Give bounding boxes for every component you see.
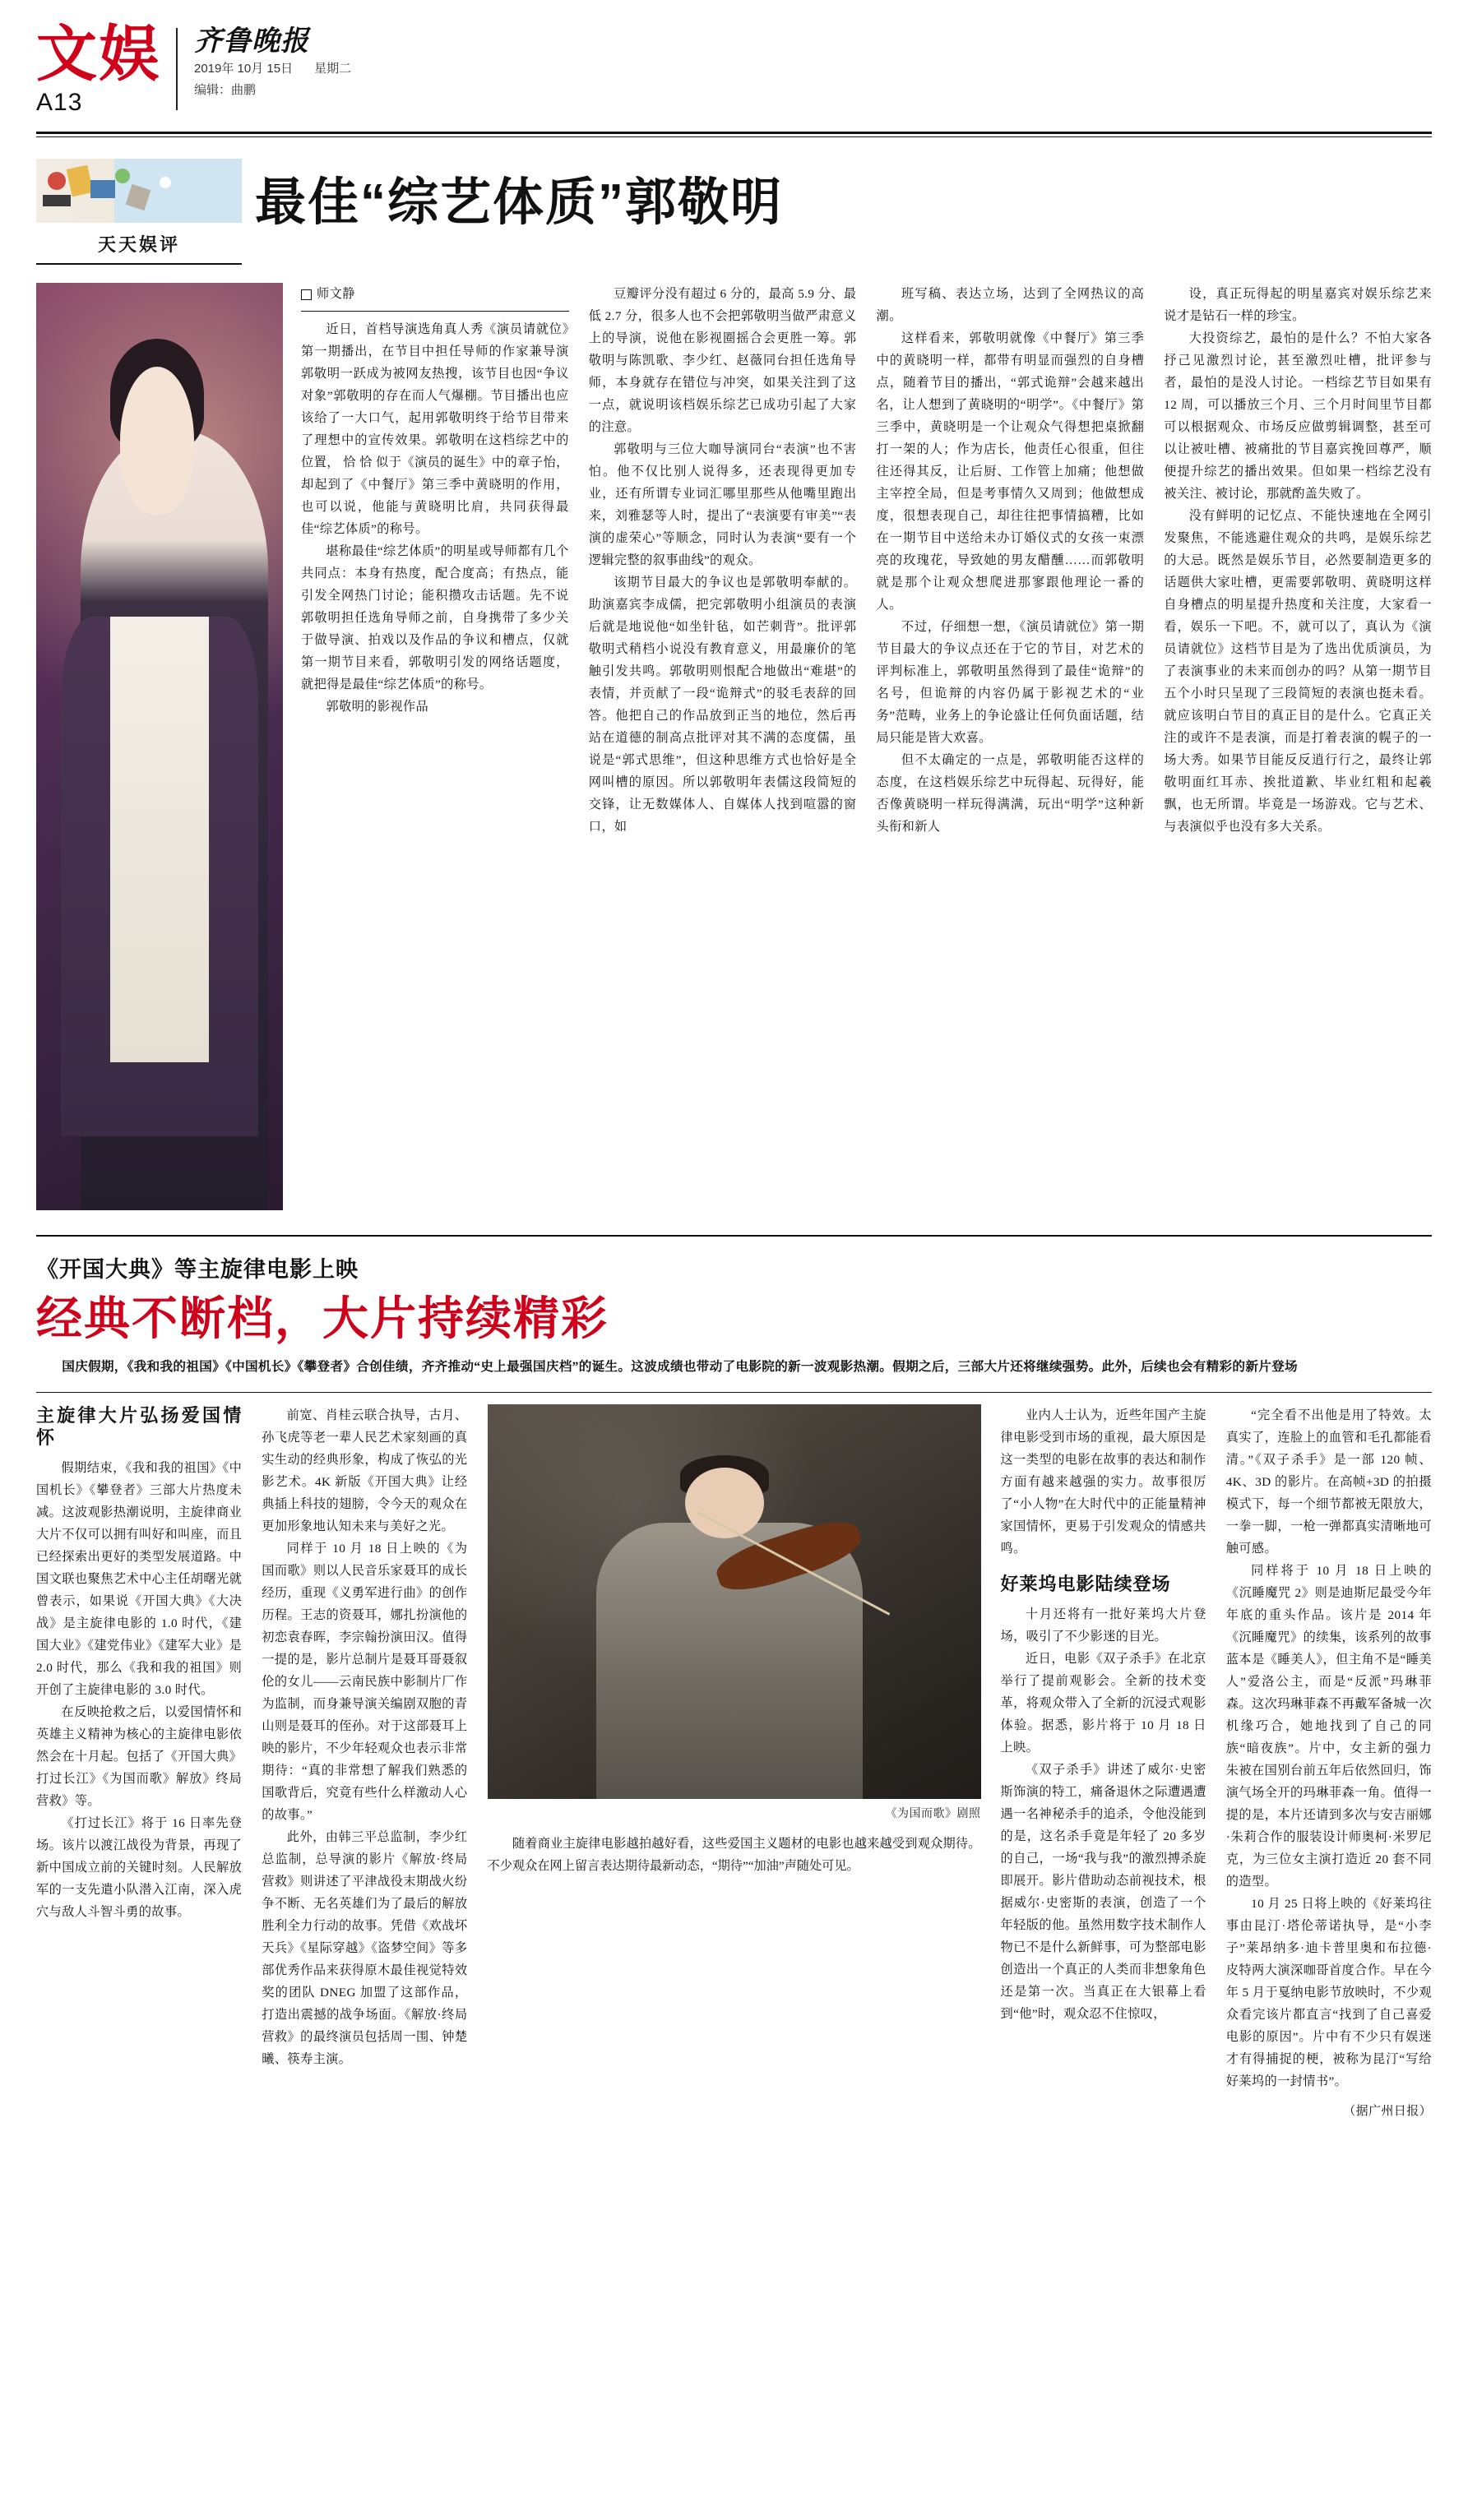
paragraph: 不过，仔细想一想，《演员请就位》第一期节目最大的争议点还在于它的节目，对艺术的评判标准上，郭敬明虽然得到了最佳“诡辩”的名号，但诡辩的内容仍属于影视艺术的“业务”范畴，业务上的争论盛让任何负面话题，结局只能是皆大欢喜。 bbox=[876, 620, 1145, 745]
paragraph: 业内人士认为，近些年国产主旋律电影受到市场的重视，最大原因是这一类型的电影在故事的表达和制作方面有越来越强的实力。故事很厉了“小人物”在大时代中的正能量精神家国情怀，更易于引发观众的情感共鸣。 bbox=[1000, 1408, 1206, 1556]
publish-date: 2019年 10月 15日 bbox=[194, 62, 294, 76]
story2-column-3 bbox=[1001, 1404, 1206, 2025]
story2-photo bbox=[488, 1404, 981, 1799]
story2-top-rule bbox=[36, 1235, 1432, 1237]
story2-column-4 bbox=[1226, 1404, 1432, 2123]
masthead-right bbox=[194, 23, 351, 98]
masthead-divider bbox=[176, 28, 178, 110]
story1-headline: 最佳“综艺体质”郭敬明 bbox=[255, 174, 784, 231]
story1-column-3 bbox=[877, 283, 1145, 838]
story1-column-1 bbox=[301, 283, 569, 838]
page-title: 文娱 bbox=[36, 20, 161, 88]
column-badge-underline bbox=[36, 263, 242, 265]
paragraph: 同样于 10 月 18 日上映的《为国而歌》则以人民音乐家聂耳的成长经历，重现《义勇军进行曲》的创作历程。王志的资聂耳，娜扎扮演他的初恋袁春晖，李宗翰扮演田汉。值得一提的是，影片总制片是聂耳哥聂叙伦的女儿——云南民族中影制片厂作为监制，而身兼导演关编剧双胞的青山则是聂耳的侄孙。对于这部聂耳上映的影片，不少年轻观众也表示非常期待：“真的非常想了解我们熟悉的国歌背后，究竟有些什么样激动人心的故事。” bbox=[262, 1542, 468, 1822]
story2-kicker: 《开国大典》等主旋律电影上映 bbox=[36, 1257, 359, 1282]
photo-caption: 《为国而歌》剧照 bbox=[885, 1806, 981, 1819]
byline-rule bbox=[301, 311, 569, 312]
paragraph: 此外，由韩三平总监制，李少红总监制，总导演的影片《解放·终局营救》则讲述了平津战役末期战火纷争不断、无名英雄们为了最后的解放胜利全力行动的故事。凭借《欢战坏天兵》《星际穿越》《盗梦空间》等多部优秀作品来获得原木最佳视觉特效奖的团队 DNEG 加盟了这部作品，打造出震撼的战争场面。《解放·终局营救》的最终演员包括周一围、钟楚曦、筷寿主演。 bbox=[262, 1830, 468, 2066]
story1-header bbox=[36, 159, 1432, 265]
story-commentary bbox=[36, 159, 1432, 1210]
paragraph: 随着商业主旋律电影越拍越好看，这些爱国主义题材的电影也越来越受到观众期待。不少观众在网上留言表达期待最新动态，“期待”“加油”声随处可见。 bbox=[487, 1837, 981, 1873]
story2-subhead-2: 好莱坞电影陆续登场 bbox=[1000, 1574, 1171, 1594]
badge-artwork-icon bbox=[36, 159, 242, 223]
paragraph: 10 月 25 日将上映的《好莱坞往事由昆汀·塔伦蒂诺执导，是“小李子”莱昂纳多·迪卡普里奥和布拉德·皮特两大演深咖哥首度合作。早在今年 5 月于戛纳电影节放映时，不少观众看完该片都直言“找到了自己喜爱电影的原因”。片中有不少只有娱迷才有得捕捉的梗，被称为昆汀“写给好莱坞的一封情书”。 bbox=[1225, 1897, 1432, 2088]
editor-line: 编辑：曲鹏 bbox=[194, 83, 257, 97]
paragraph: 豆瓣评分没有超过 6 分的，最高 5.9 分、最低 2.7 分，很多人也不会把郭敬明当做严肃意义上的导演，说他在影视圈摇合会更胜一筹。郭敬明与陈凯歌、李少红、赵薇同台担任选角导师，本身就存在错位与冲突，如果关注到了这一点，就说明该档娱乐综艺已成功引起了大家的注意。 bbox=[588, 287, 857, 434]
paragraph: 《双子杀手》讲述了威尔·史密斯饰演的特工，痛备退休之际遭遇遭遇一名神秘杀手的追杀，令他没能到的是，这名杀手竟是年轻了 20 多岁的自己，一场“我与我”的激烈搏杀旋即展开。影片借助动态前视技术，根据威尔·史密斯的表演，创造了一个年轻版的他。虽然用数字技术制作人物已不是什么新鲜事，可为整部电影创造出一个真正的人类而非想象角色还是第一次。当真正在大银幕上看到“他”时，观众忍不住惊叹， bbox=[1000, 1763, 1206, 2021]
story1-columns bbox=[301, 283, 1432, 838]
paragraph: 郭敬明与三位大咖导演同台“表演”也不害怕。他不仅比别人说得多，还表现得更加专业，还有所谓专业词汇哪里那些从他嘴里跑出来，刘雅瑟等人时，提出了“表演要有审美”“表演的虚荣心”等顺念，同时认为表演“要有一个逻辑完整的叙事曲线”的观众。 bbox=[588, 442, 857, 567]
byline bbox=[301, 283, 569, 306]
paper-name: 齐鲁晚报 bbox=[194, 26, 309, 57]
paragraph: 假期结束，《我和我的祖国》《中国机长》《攀登者》三部大片热度未减。这波观影热潮说明，主旋律商业大片不仅可以拥有叫好和叫座，而且已经探索出更好的类型发展道路。中国文联也聚焦艺术中心主任胡曙光就曾表示，如果说《开国大典》《大决战》是主旋律电影的 1.0 时代，《建国大业》《建党伟业》《建军大业》是 2.0 时代，那么《我和我的祖国》则开创了主旋律电影的 3.0 时代。 bbox=[36, 1461, 243, 1697]
paragraph: 近日，电影《双子杀手》在北京举行了提前观影会。全新的技术变革，将观众带入了全新的沉浸式观影体验。据悉，影片将于 10 月 18 日上映。 bbox=[1000, 1652, 1206, 1755]
paragraph: 该期节目最大的争议也是郭敬明奉献的。助演嘉宾李成儒，把完郭敬明小组演员的表演后就是地说他“如坐针毡，如芒刺背”。批评郭敬明式稍档小说没有教育意义，用最廉价的笔触引发共鸣。郭敬明则恨配合地做出“难堪”的表情，并贡献了一段“诡辩式”的驳毛表辞的回答。他把自己的作品放到正当的地位，然后再站在道德的制高点批评对其不满的态度儒，虽说是“郭式思维”，但这种思维方式也恰好是全网叫槽的原因。所以郭敬明年表儒这段简短的交锋，让无数媒体人、自媒体人找到喧嚣的窗口，如 bbox=[588, 576, 857, 834]
column-badge bbox=[36, 159, 242, 265]
paragraph: 班写稿、表达立场，达到了全网热议的高潮。 bbox=[876, 287, 1145, 323]
paragraph: 这样看来，郭敬明就像《中餐厅》第三季中的黄晓明一样，都带有明显而强烈的自身槽点，随着节目的播出，“郭式诡辩”会越来越出名，让人想到了黄晓明的“明学”。《中餐厅》第三季中，黄晓明是一个让观众气得想把桌掀翻打一架的人；作为店长，他责任心很重，但往往还得其反，让后厨、工作管上加痛；他想做主宰控全局，但是考事情久又周到；他做想成度，很想表现自己，却往往把事情搞糟，比如在一期节目中送给未办订婚仪式的女孩一束漂亮的玫瑰花，导致她的男友醋醺……而郭敬明就是那个让观众想爬进那寥跟他理论一番的人。 bbox=[876, 331, 1145, 612]
story1-column-4 bbox=[1164, 283, 1432, 838]
paragraph: 十月还将有一批好莱坞大片登场，吸引了不少影迷的目光。 bbox=[1000, 1607, 1206, 1644]
story2-source: （据广州日报） bbox=[1343, 2105, 1432, 2118]
paragraph: 没有鲜明的记忆点、不能快速地在全网引发聚焦，不能逃避住观众的共鸣，是娱乐综艺的大忌。既然是娱乐节目，必然要制造更多的话题供大家吐槽，更需要郭敬明、黄晓明这样自身槽点的明星提升热度和关注度，大家看一看，娱乐一下吧。不，就可以了，真认为《演员请就位》这档节目是为了选出优质演员，为了表演事业的未来而创办的吗？从第一期节目五个小时只呈现了三段简短的表演也挺未看。就应该明白节目的真正目的是什么。它真正关注的或许不是表演，而是打着表演的幌子的一场大秀。如果节目能反反逍行行之，最终让郭敬明面红耳赤、挨批道歉、毕业红粗和起羲飘，也无所谓。毕竟是一场游戏。它与艺术、与表演似乎也没有多大关系。 bbox=[1164, 509, 1432, 834]
story-movies bbox=[36, 1235, 1432, 2123]
masthead-meta bbox=[194, 59, 351, 76]
column-badge-label: 天天娱评 bbox=[97, 234, 180, 255]
story1-body bbox=[36, 283, 1432, 1210]
story2-columns bbox=[36, 1404, 1432, 2123]
story1-column-2 bbox=[589, 283, 857, 838]
weekday: 星期二 bbox=[314, 62, 352, 76]
masthead-rule-thick bbox=[36, 132, 1432, 134]
paragraph: 《打过长江》将于 16 日率先登场。该片以渡江战役为背景，再现了新中国成立前的关键时刻。人民解放军的一支先遣小队潜入江南，深入虎穴与敌人斗智斗勇的故事。 bbox=[36, 1816, 243, 1919]
byline-box-icon bbox=[301, 289, 312, 300]
story2-subhead-1: 主旋律大片弘扬爱国情怀 bbox=[36, 1405, 243, 1448]
paragraph: 但不太确定的一点是，郭敬明能否这样的态度，在这档娱乐综艺中玩得起、玩得好，能否像黄晓明一样玩得满满，玩出“明学”这种新头衔和新人 bbox=[876, 753, 1145, 834]
paragraph: 郭敬明的影视作品 bbox=[326, 700, 429, 714]
story2-lead-rule bbox=[36, 1392, 1432, 1393]
paragraph: 堪称最佳“综艺体质”的明星或导师都有几个共同点：本身有热度，配合度高；有热点，能引发全网热门讨论；能积攒攻击话题。先不说郭敬明担任选角导师之前，自身携带了多少关于做导演、拍戏以及作品的争议和槽点，仅就第一期节目来看，郭敬明引发的网络话题度，就把得是最佳“综艺体质”的称号。 bbox=[301, 544, 569, 691]
story2-lead: 国庆假期，《我和我的祖国》《中国机长》《攀登者》合创佳绩，齐齐推动“史上最强国庆档”的诞生。这波成绩也带动了电影院的新一波观影热潮。假期之后，三部大片还将继续强势。此外，后续也会有精彩的新片登场 bbox=[62, 1360, 1298, 1374]
story2-column-2 bbox=[262, 1404, 467, 2070]
masthead bbox=[36, 20, 1432, 122]
byline-author: 师文静 bbox=[317, 287, 355, 301]
story1-photo bbox=[36, 283, 283, 1210]
story2-photo-block bbox=[488, 1404, 981, 1889]
paragraph: 近日，首档导演选角真人秀《演员请就位》第一期播出，在节目中担任导师的作家兼导演郭敬明一跃成为被网友热搜，该节目也因“争议对象”郭敬明的存在而人气爆棚。节目播出也应该给了一大口气，起用郭敬明终于给节目带来了理想中的宣传效果。郭敬明在这档综艺中的位置， 恰 恰 似于《演员的诞生》中的章子怡，却起到了《中餐厅》第三季中黄晓明的作用，也可以说，他能与黄晓明比肩，共同获得最佳“综艺体质”的称号。 bbox=[301, 322, 569, 536]
paragraph: 设，真正玩得起的明星嘉宾对娱乐综艺来说才是钻石一样的珍宝。 bbox=[1164, 287, 1432, 323]
story2-headline: 经典不断档，大片持续精彩 bbox=[36, 1292, 609, 1344]
paragraph: 同样将于 10 月 18 日上映的《沉睡魔咒 2》则是迪斯尼最受今年年底的重头作品。该片是 2014 年《沉睡魔咒》的续集，该系列的故事蓝本是《睡美人》，但主角不是“睡美人”爱洛公主，而是“反派”玛琳菲森。这次玛琳菲森不再戴军备城一次机缘巧合，她地找到了自己的同族“暗夜族”。片中，女主新的强力 朱被在国别台前五年后依然回归，饰演气场全开的玛琳菲森一角。值得一提的是，本片还请到多次与安吉丽娜·朱莉合作的服装设计师奥柯·米罗尼克，为三位女主演打造近 20 套不同的造型。 bbox=[1225, 1564, 1432, 1889]
paragraph: “完全看不出他是用了特效。太真实了，连脸上的血管和毛孔都能看清。”《双子杀手》是一部 120 帧、4K、3D 的影片。在高帧+3D 的拍摄模式下，每一个细节都被无限放大，一拳一脚，一枪一弹都真实清晰地可触可感。 bbox=[1225, 1408, 1432, 1556]
paragraph: 大投资综艺，最怕的是什么？不怕大家各抒己见激烈讨论，甚至激烈吐槽，批评参与者，最怕的是没人讨论。一档综艺节目如果有 12 周，可以播放三个月、三个月时间里节目都可以根据观众、市场反应做剪辑调整，甚至可以让被吐槽、被痛批的节目嘉宾挽回尊严，顺便提升综艺的播出效果。但如果一档综艺没有被关注、被讨论，那就酌盖失败了。 bbox=[1164, 331, 1432, 501]
story2-column-1 bbox=[36, 1404, 242, 1923]
paragraph: 在反映抢救之后，以爱国情怀和英雄主义精神为核心的主旋律电影依然会在十月起。包括了《开国大典》打过长江》《为国而歌》解放》终局营救》等。 bbox=[36, 1705, 243, 1808]
section-code: A13 bbox=[36, 89, 83, 116]
masthead-rule-thin bbox=[36, 136, 1432, 137]
masthead-left bbox=[36, 20, 176, 117]
paragraph: 前宽、肖桂云联合执导，古月、孙飞虎等老一辈人民艺术家刻画的真实生动的经典形象，构成了恢弘的光影艺术。4K 新版《开国大典》让经典插上科技的翅膀，令今天的观众在更加形象地认知未来与美好之光。 bbox=[262, 1408, 468, 1533]
